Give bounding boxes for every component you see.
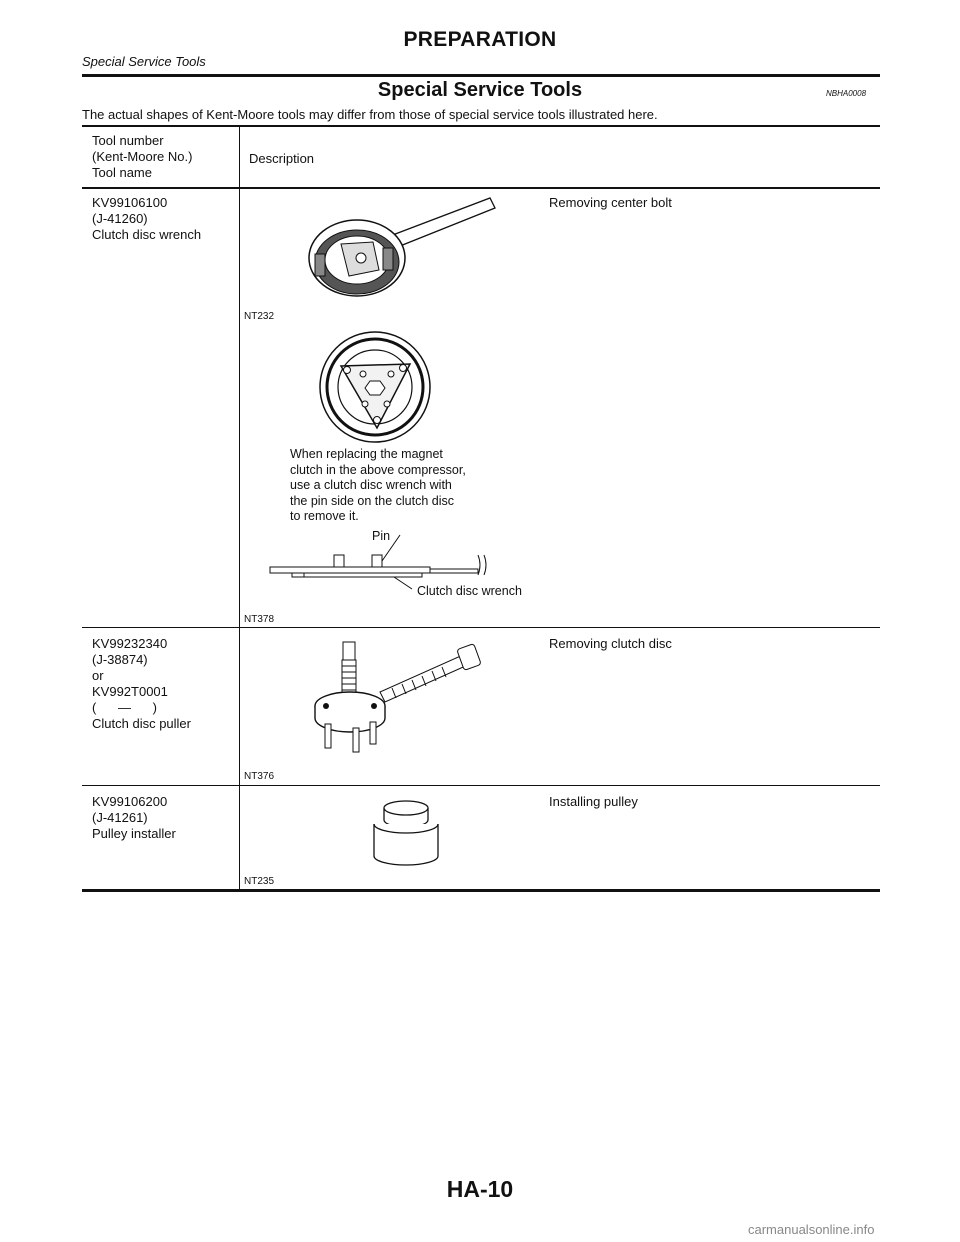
row3-description: Installing pulley — [549, 794, 638, 809]
watermark: carmanualsonline.info — [748, 1222, 875, 1237]
compressor-clutch-illustration — [315, 330, 435, 445]
table-top-rule — [82, 125, 880, 127]
section-title: Special Service Tools — [377, 79, 583, 101]
pin-label: Pin — [372, 529, 391, 543]
page-header-title: PREPARATION — [403, 28, 557, 51]
section-code: NBHA0008 — [826, 89, 867, 98]
row1-tool: KV99106100 (J-41260) Clutch disc wrench — [92, 195, 202, 242]
page-number: HA-10 — [446, 1176, 514, 1202]
clutch-disc-puller-illustration — [310, 636, 490, 761]
page-header-subtitle: Special Service Tools — [82, 54, 206, 69]
row3-tool: KV99106200 (J-41261) Pulley installer — [92, 794, 176, 841]
table-row-divider — [82, 785, 880, 786]
figure-note: When replacing the magnet clutch in the above compressor, use a clutch disc wrench with the pin side on the clutch disc to remove it. — [290, 447, 466, 523]
intro-text: The actual shapes of Kent-Moore tools may differ from those of special service tools illustrated here. — [82, 107, 658, 122]
table-header-description: Description — [249, 151, 315, 166]
table-header-tool: Tool number (Kent-Moore No.) Tool name — [92, 133, 193, 180]
wrench-label: Clutch disc wrench — [417, 584, 522, 598]
table-row-divider — [82, 627, 880, 628]
figure-code-nt232: NT232 — [244, 311, 275, 322]
figure-code-nt378: NT378 — [244, 614, 275, 625]
clutch-disc-wrench-illustration — [305, 196, 500, 301]
row2-description: Removing clutch disc — [549, 636, 672, 651]
pulley-installer-illustration — [368, 792, 448, 870]
header-rule — [82, 74, 880, 77]
table-bottom-rule — [82, 889, 880, 892]
row2-tool: KV99232340 (J-38874) or KV992T0001 ( — ) Clutch disc puller — [92, 636, 191, 731]
table-column-divider — [239, 127, 240, 890]
figure-code-nt235: NT235 — [244, 876, 275, 887]
row1-description: Removing center bolt — [549, 195, 672, 210]
table-header-rule — [82, 187, 880, 189]
figure-code-nt376: NT376 — [244, 771, 275, 782]
